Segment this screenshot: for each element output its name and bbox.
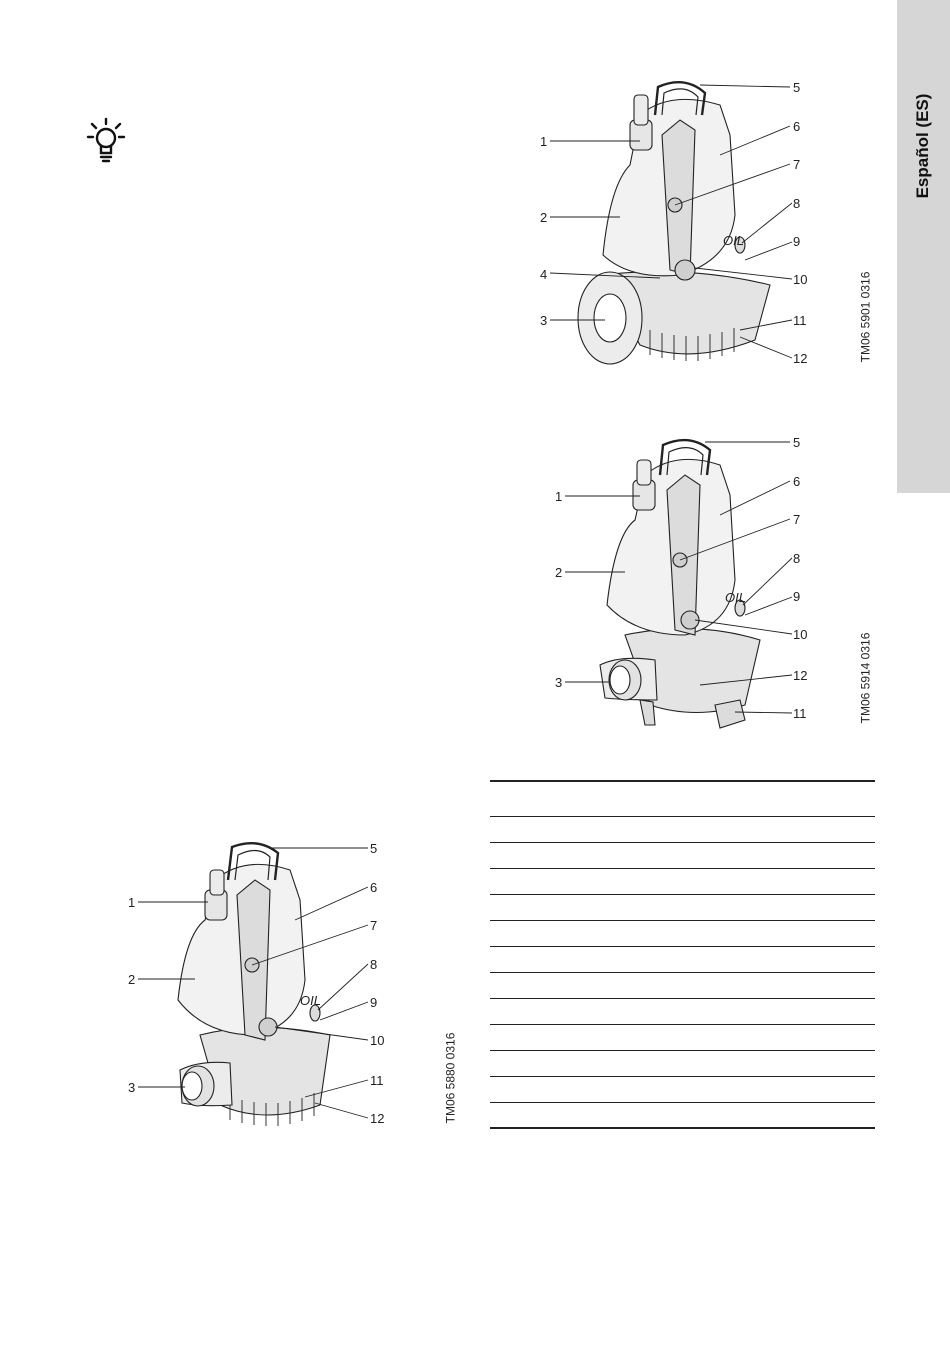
oil-marking: OIL	[723, 233, 744, 248]
callout-2: 2	[555, 565, 563, 580]
callout-12: 12	[370, 1111, 385, 1126]
table-row	[490, 1025, 875, 1051]
table-row	[490, 1051, 875, 1077]
callout-1: 1	[555, 489, 563, 504]
table-row	[490, 817, 875, 843]
callout-10: 10	[793, 627, 808, 642]
figure-code: TM06 5914 0316	[858, 632, 873, 724]
callout-9: 9	[793, 234, 801, 249]
callout-6: 6	[370, 880, 378, 895]
callout-10: 10	[793, 272, 808, 287]
table-row	[490, 973, 875, 999]
callout-9: 9	[370, 995, 378, 1010]
table-row	[490, 921, 875, 947]
table-row	[490, 869, 875, 895]
pump-figure-2	[545, 430, 835, 730]
table-row	[490, 999, 875, 1025]
callout-6: 6	[793, 119, 801, 134]
language-tab-label: Español (ES)	[913, 93, 932, 199]
callout-12: 12	[793, 351, 808, 366]
callout-7: 7	[370, 918, 378, 933]
pump-drawing-hose	[545, 430, 835, 730]
table-header-row	[490, 780, 875, 817]
table-row	[490, 1103, 875, 1129]
pump-figure-1	[530, 75, 830, 375]
callout-11: 11	[793, 706, 807, 721]
callout-8: 8	[793, 196, 801, 211]
callout-2: 2	[540, 210, 548, 225]
callout-3: 3	[555, 675, 563, 690]
callout-1: 1	[128, 895, 136, 910]
callout-7: 7	[793, 157, 801, 172]
callout-6: 6	[793, 474, 801, 489]
callout-5: 5	[793, 80, 801, 95]
table-row	[490, 895, 875, 921]
table-row	[490, 843, 875, 869]
component-table	[490, 780, 875, 1129]
table-row	[490, 1077, 875, 1103]
callout-7: 7	[793, 512, 801, 527]
oil-marking: OIL	[300, 993, 321, 1008]
callout-8: 8	[370, 957, 378, 972]
pump-drawing-flanged	[530, 75, 830, 375]
callout-10: 10	[370, 1033, 385, 1048]
table-row	[490, 947, 875, 973]
callout-3: 3	[128, 1080, 136, 1095]
callout-4: 4	[540, 267, 548, 282]
callout-11: 11	[370, 1073, 384, 1088]
lightbulb-icon	[80, 116, 132, 168]
figure-code: TM06 5901 0316	[858, 271, 873, 363]
callout-12: 12	[793, 668, 808, 683]
language-tab	[897, 0, 950, 493]
pump-figure-3	[120, 835, 400, 1135]
callout-11: 11	[793, 313, 807, 328]
figure-code: TM06 5880 0316	[443, 1032, 458, 1124]
pump-drawing-strainer	[120, 835, 400, 1135]
callout-5: 5	[793, 435, 801, 450]
callout-1: 1	[540, 134, 548, 149]
callout-9: 9	[793, 589, 801, 604]
callout-8: 8	[793, 551, 801, 566]
callout-3: 3	[540, 313, 548, 328]
callout-5: 5	[370, 841, 378, 856]
oil-marking: OIL	[725, 590, 746, 605]
callout-2: 2	[128, 972, 136, 987]
